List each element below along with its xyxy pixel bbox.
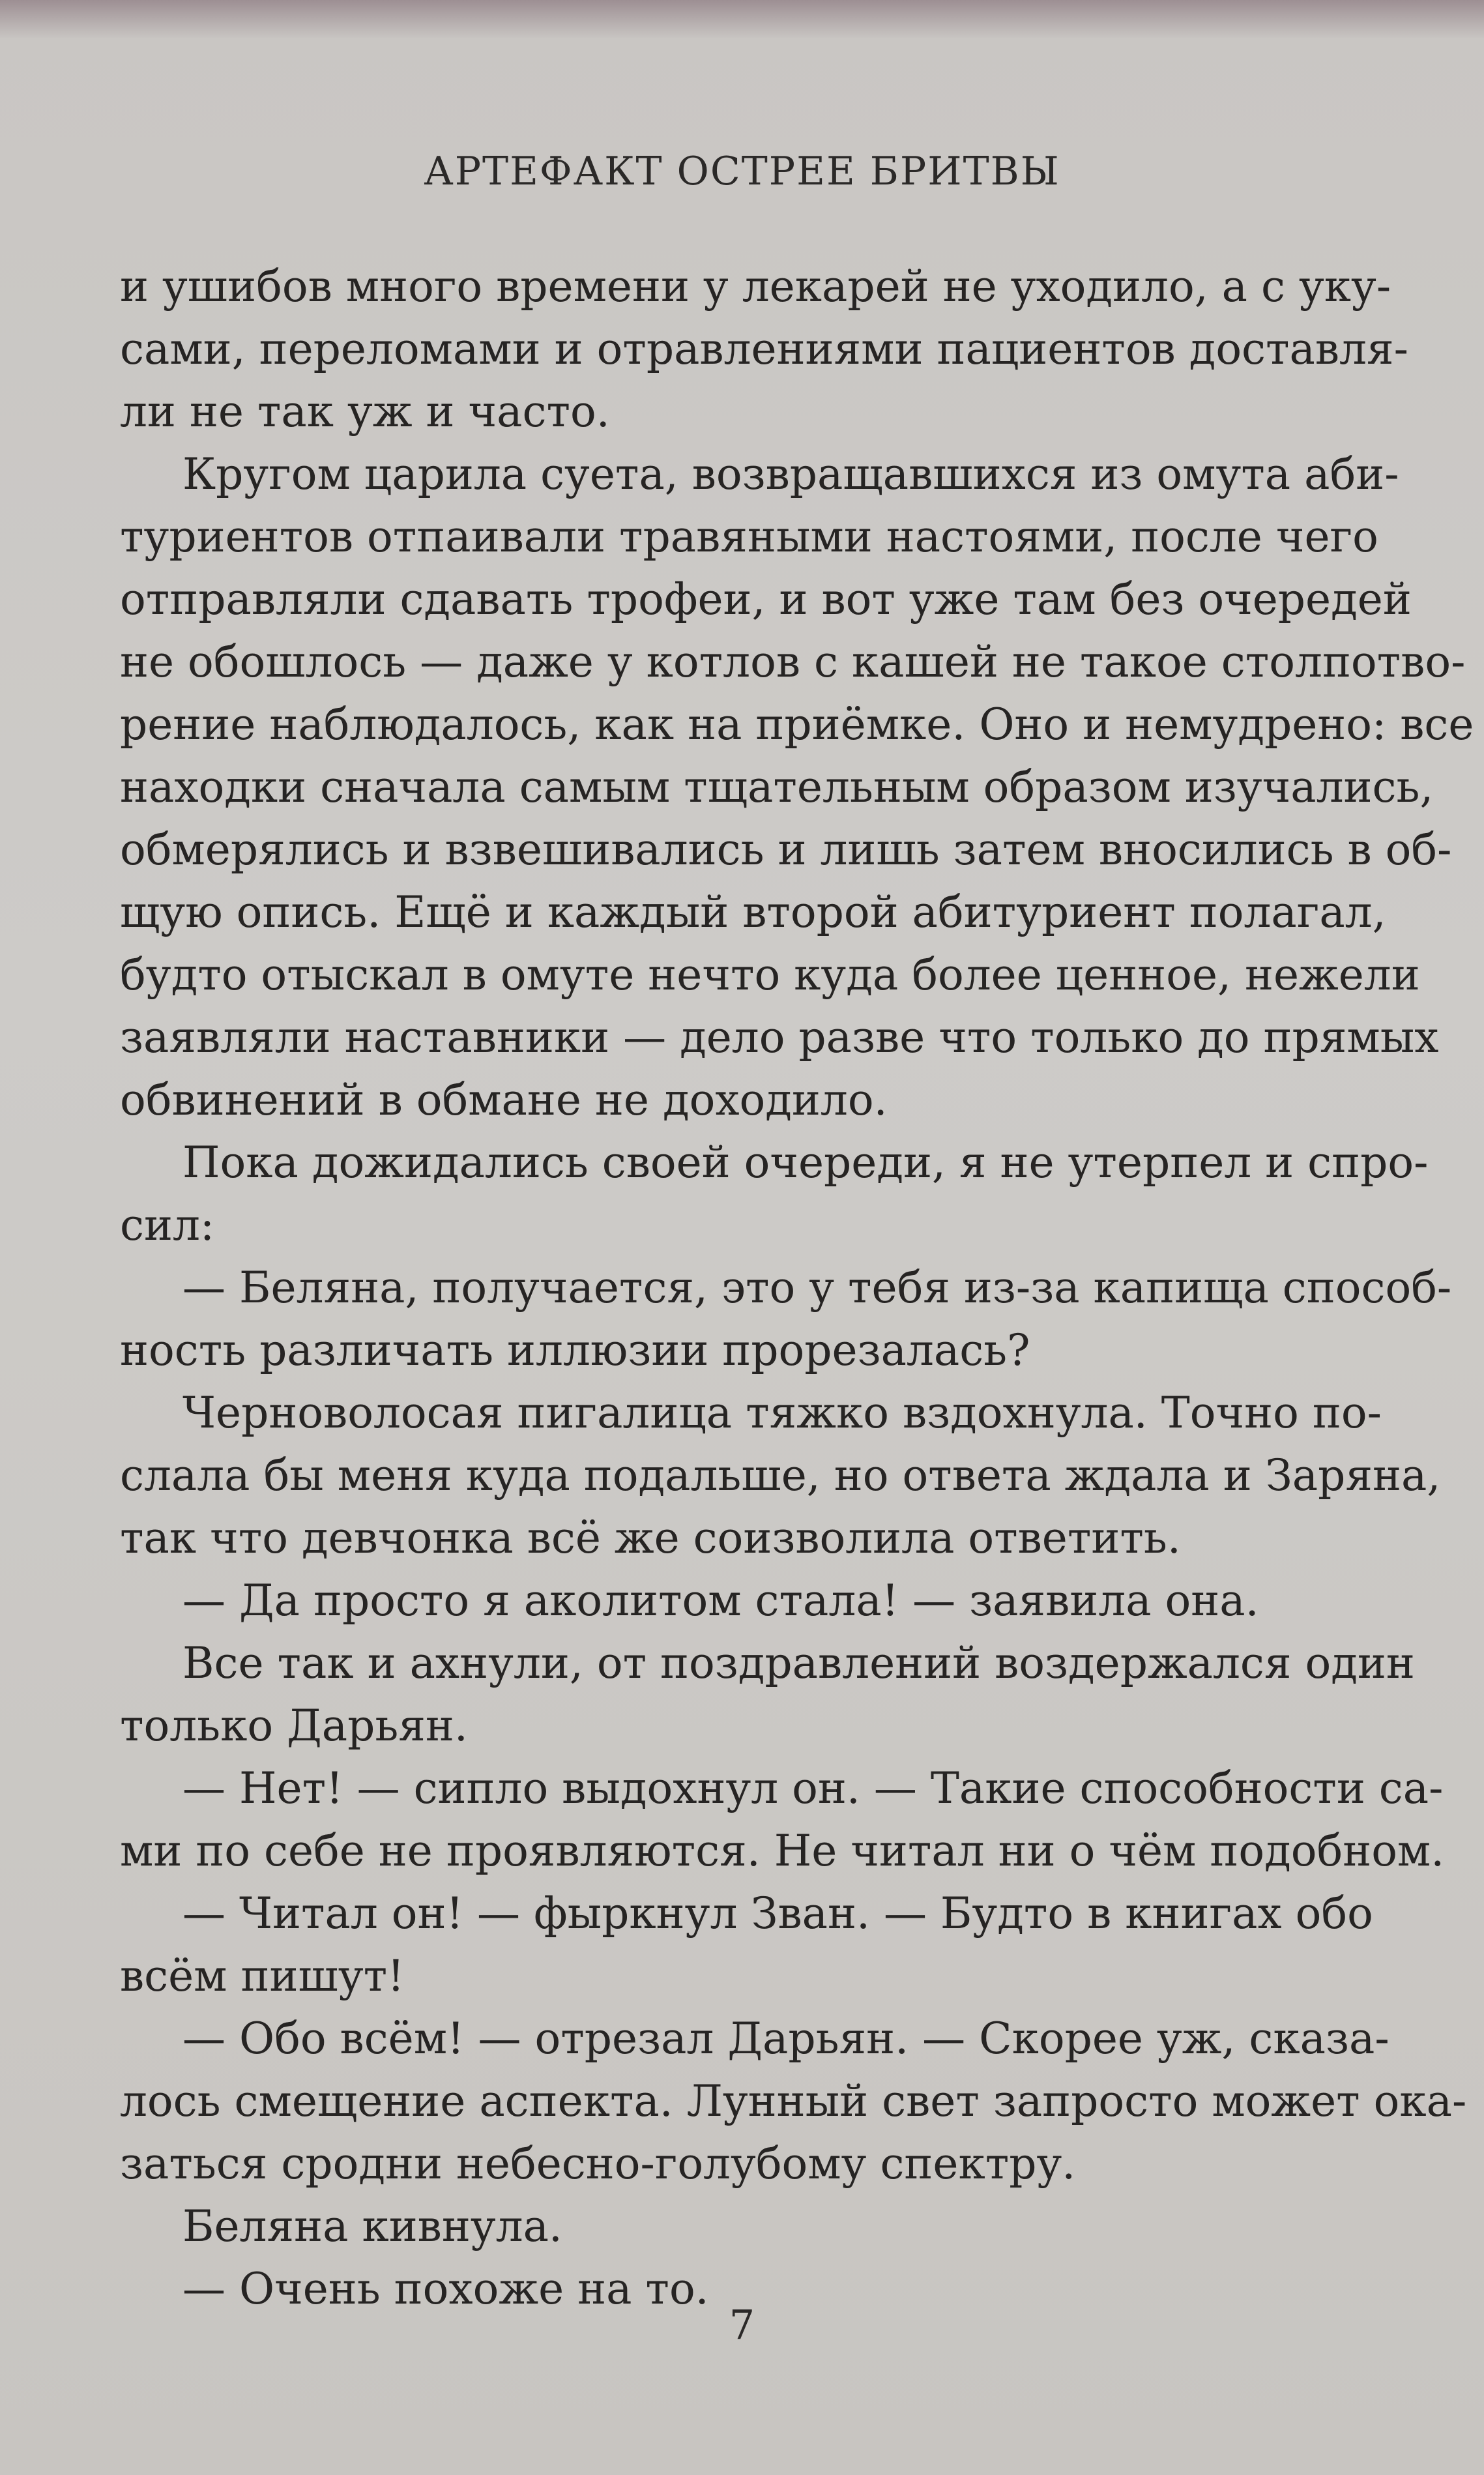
text-line: не обошлось — даже у котлов с кашей не такое столпотво- (120, 637, 1466, 687)
text-line: щую опись. Ещё и каждый второй абитуриент полагал, (120, 887, 1386, 937)
text-line: будто отыскал в омуте нечто куда более ценное, нежели (120, 950, 1420, 1000)
text-line: — Читал он! — фыркнул Зван. — Будто в книгах обо (182, 1888, 1373, 1939)
text-line: Беляна кивнула. (182, 2201, 562, 2251)
top-edge-shadow (0, 0, 1484, 39)
text-line: так что девчонка всё же соизволила ответить. (120, 1513, 1181, 1563)
text-line: — Обо всём! — отрезал Дарьян. — Скорее уж, сказа- (182, 2014, 1389, 2064)
text-line: сил: (120, 1200, 215, 1250)
text-line: Черноволосая пигалица тяжко вздохнула. Точно по- (182, 1388, 1382, 1438)
text-line: — Нет! — сипло выдохнул он. — Такие способности са- (182, 1763, 1444, 1813)
text-line: слала бы меня куда подальше, но ответа ждала и Заряна, (120, 1450, 1441, 1501)
text-line: — Беляна, получается, это у тебя из-за капища способ- (182, 1263, 1452, 1313)
text-line: Пока дожидались своей очереди, я не утерпел и спро- (182, 1137, 1429, 1188)
text-line: обмерялись и взвешивались и лишь затем вносились в об- (120, 825, 1452, 875)
text-line: находки сначала самым тщательным образом изучались, (120, 762, 1434, 812)
text-line: сами, переломами и отравлениями пациентов доставля- (120, 324, 1408, 374)
text-line: Кругом царила суета, возвращавшихся из омута аби- (182, 449, 1399, 499)
text-line: ли не так уж и часто. (120, 387, 610, 437)
text-line: ми по себе не проявляются. Не читал ни о чём подобном. (120, 1826, 1445, 1876)
running-head: АРТЕФАКТ ОСТРЕЕ БРИТВЫ (424, 149, 1060, 194)
body-text (120, 256, 1474, 2321)
text-line: заться сродни небесно-голубому спектру. (120, 2139, 1076, 2189)
text-line: и ушибов много времени у лекарей не уходило, а с уку- (120, 261, 1391, 312)
text-line: обвинений в обмане не доходило. (120, 1075, 888, 1125)
text-line: только Дарьян. (120, 1701, 468, 1751)
page-number: 7 (729, 2301, 755, 2349)
text-line: Все так и ахнули, от поздравлений воздержался один (182, 1638, 1415, 1688)
text-line: — Да просто я аколитом стала! — заявила она. (182, 1575, 1259, 1626)
text-line: заявляли наставники — дело разве что только до прямых (120, 1012, 1439, 1062)
text-line: туриентов отпаивали травяными настоями, после чего (120, 512, 1378, 562)
text-line: всём пишут! (120, 1951, 405, 2001)
text-line: — Очень похоже на то. (182, 2264, 709, 2314)
text-line: отправляли сдавать трофеи, и вот уже там без очередей (120, 574, 1412, 624)
text-line: рение наблюдалось, как на приёмке. Оно и немудрено: все (120, 699, 1474, 750)
text-line: лось смещение аспекта. Лунный свет запросто может ока- (120, 2076, 1467, 2126)
text-line: ность различать иллюзии прорезалась? (120, 1325, 1030, 1375)
